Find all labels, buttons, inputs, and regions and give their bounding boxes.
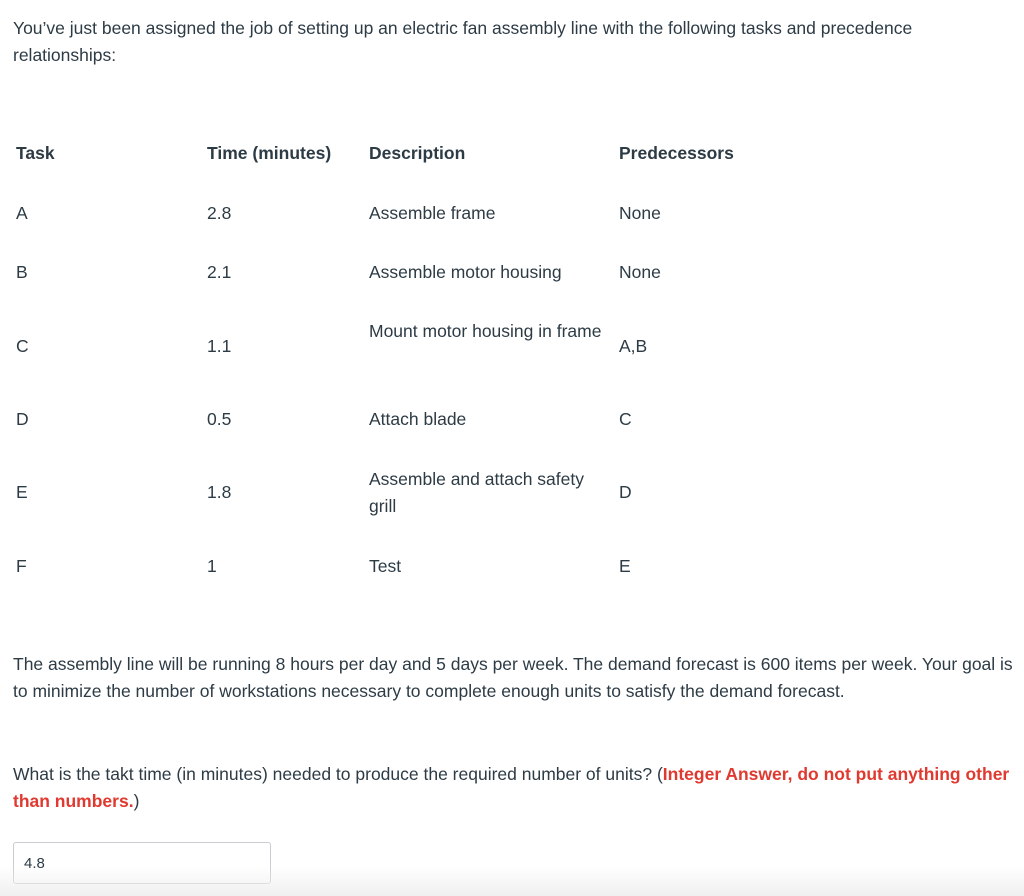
table-row-task: E [16,482,28,502]
table-row-predecessors: None [619,203,661,223]
table-row-time: 2.1 [207,262,232,282]
table-row-description: Assemble motor housing [369,262,562,282]
question-context: The assembly line will be running 8 hours per day and 5 days per week. The demand forecast is 600 items per week. Your goal is to minimize the number of workstations necessary to complete enough units to satisfy the demand forecast. [13,654,1013,701]
table-row-task: C [16,336,29,356]
header-description: Description [369,143,466,163]
table-row-time: 1.8 [207,482,232,502]
table-row-predecessors: A,B [619,336,648,356]
header-predecessors: Predecessors [619,143,734,163]
table-row-predecessors: D [619,482,632,502]
table-row-description: Assemble and attach safety grill [369,469,584,516]
table-row-time: 2.8 [207,203,232,223]
prompt-end: ) [133,791,140,811]
table-row-task: D [16,409,29,429]
table-row-predecessors: E [619,556,631,576]
table-row-description: Test [369,556,402,576]
prompt-text: What is the takt time (in minutes) needed to produce the required number of units? ( [13,764,663,784]
header-task: Task [16,143,55,163]
question-intro: You’ve just been assigned the job of setting up an electric fan assembly line with the following tasks and precedence relationships: [13,18,913,65]
table-row-description: Assemble frame [369,203,496,223]
table-row-time: 1 [207,556,217,576]
table-row-description: Attach blade [369,409,467,429]
question-prompt [13,761,1013,815]
table-row-task: B [16,262,28,282]
table-row-task: A [16,203,28,223]
header-time: Time (minutes) [207,143,332,163]
table-row-predecessors: None [619,262,661,282]
table-row-task: F [16,556,27,576]
prompt-highlight: Integer Answer, do not put anything other than numbers. [13,764,1010,811]
table-row-predecessors: C [619,409,632,429]
table-row-time: 0.5 [207,409,232,429]
table-row-time: 1.1 [207,336,232,356]
table-row-description: Mount motor housing in frame [369,321,602,341]
answer-input[interactable] [13,842,271,884]
